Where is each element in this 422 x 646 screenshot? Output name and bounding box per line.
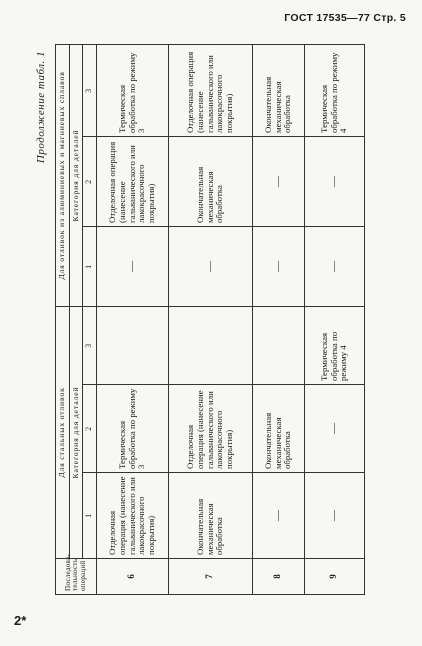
header-operation-sequence: Последова-тельность операций [56,559,97,595]
operations-table [55,44,365,595]
alu-cat-3-cell: Термическая обработка по режиму 4 [304,44,364,136]
steel-cat-2-cell: Окончательная механическая обработка [252,385,304,473]
alu-cat-2-cell: — [252,136,304,226]
page-mark: 2* [14,613,27,628]
steel-cat-2-cell: Отделочная операция (нанесение гальванического или лакокрасочного покрытия) [168,385,252,473]
alu-cat-3-cell: Окончательная механическая обработка [252,44,304,136]
alu-category-2: 2 [83,136,97,226]
alu-cat-1-cell: — [96,226,168,306]
steel-category-3: 3 [83,306,97,384]
steel-category-2: 2 [83,385,97,473]
header-alu-mg-castings: Для отливок из алюминиевых и магниевых сплавов [56,44,70,306]
alu-cat-2-cell: Окончательная механическая обработка [168,136,252,226]
steel-cat-2-cell: Термическая обработка по режиму 3 [96,385,168,473]
steel-cat-1-cell: — [304,473,364,559]
header-category-alu: Категория для деталей [69,44,83,306]
steel-cat-1-cell: Отделочная операция (нанесение гальванического или лакокрасочного покрытия) [96,473,168,559]
table-row [304,44,364,594]
operation-number: 8 [252,559,304,595]
steel-cat-3-cell [252,306,304,384]
steel-cat-3-cell: Термическая обработка по режиму 4 [304,306,364,384]
alu-category-1: 1 [83,226,97,306]
operation-number: 7 [168,559,252,595]
steel-cat-1-cell: Окончательная механическая обработка [168,473,252,559]
alu-category-3: 3 [83,44,97,136]
continuation-title: Продолжение табл. 1 [35,51,47,164]
alu-cat-3-cell: Отделочная операция (нанесение гальванического или лакокрасочного покрытия) [168,44,252,136]
operation-number: 9 [304,559,364,595]
alu-cat-1-cell: — [168,226,252,306]
alu-cat-1-cell: — [304,226,364,306]
steel-cat-2-cell: — [304,385,364,473]
table-row [96,44,168,594]
steel-cat-3-cell [168,306,252,384]
alu-cat-2-cell: — [304,136,364,226]
alu-cat-1-cell: — [252,226,304,306]
steel-cat-3-cell [96,306,168,384]
header-category-steel: Категория для деталей [69,306,83,558]
alu-cat-2-cell: Отделочная операция (нанесение гальванического или лакокрасочного покрытия) [96,136,168,226]
table-row [168,44,252,594]
header-steel-castings: Для стальных отливок [56,306,70,558]
page-header: ГОСТ 17535—77 Стр. 5 [284,12,406,24]
alu-cat-3-cell: Термическая обработка по режиму 3 [96,44,168,136]
steel-cat-1-cell: — [252,473,304,559]
rotated-table-area [33,45,393,595]
steel-category-1: 1 [83,473,97,559]
table-row [252,44,304,594]
operation-number: 6 [96,559,168,595]
